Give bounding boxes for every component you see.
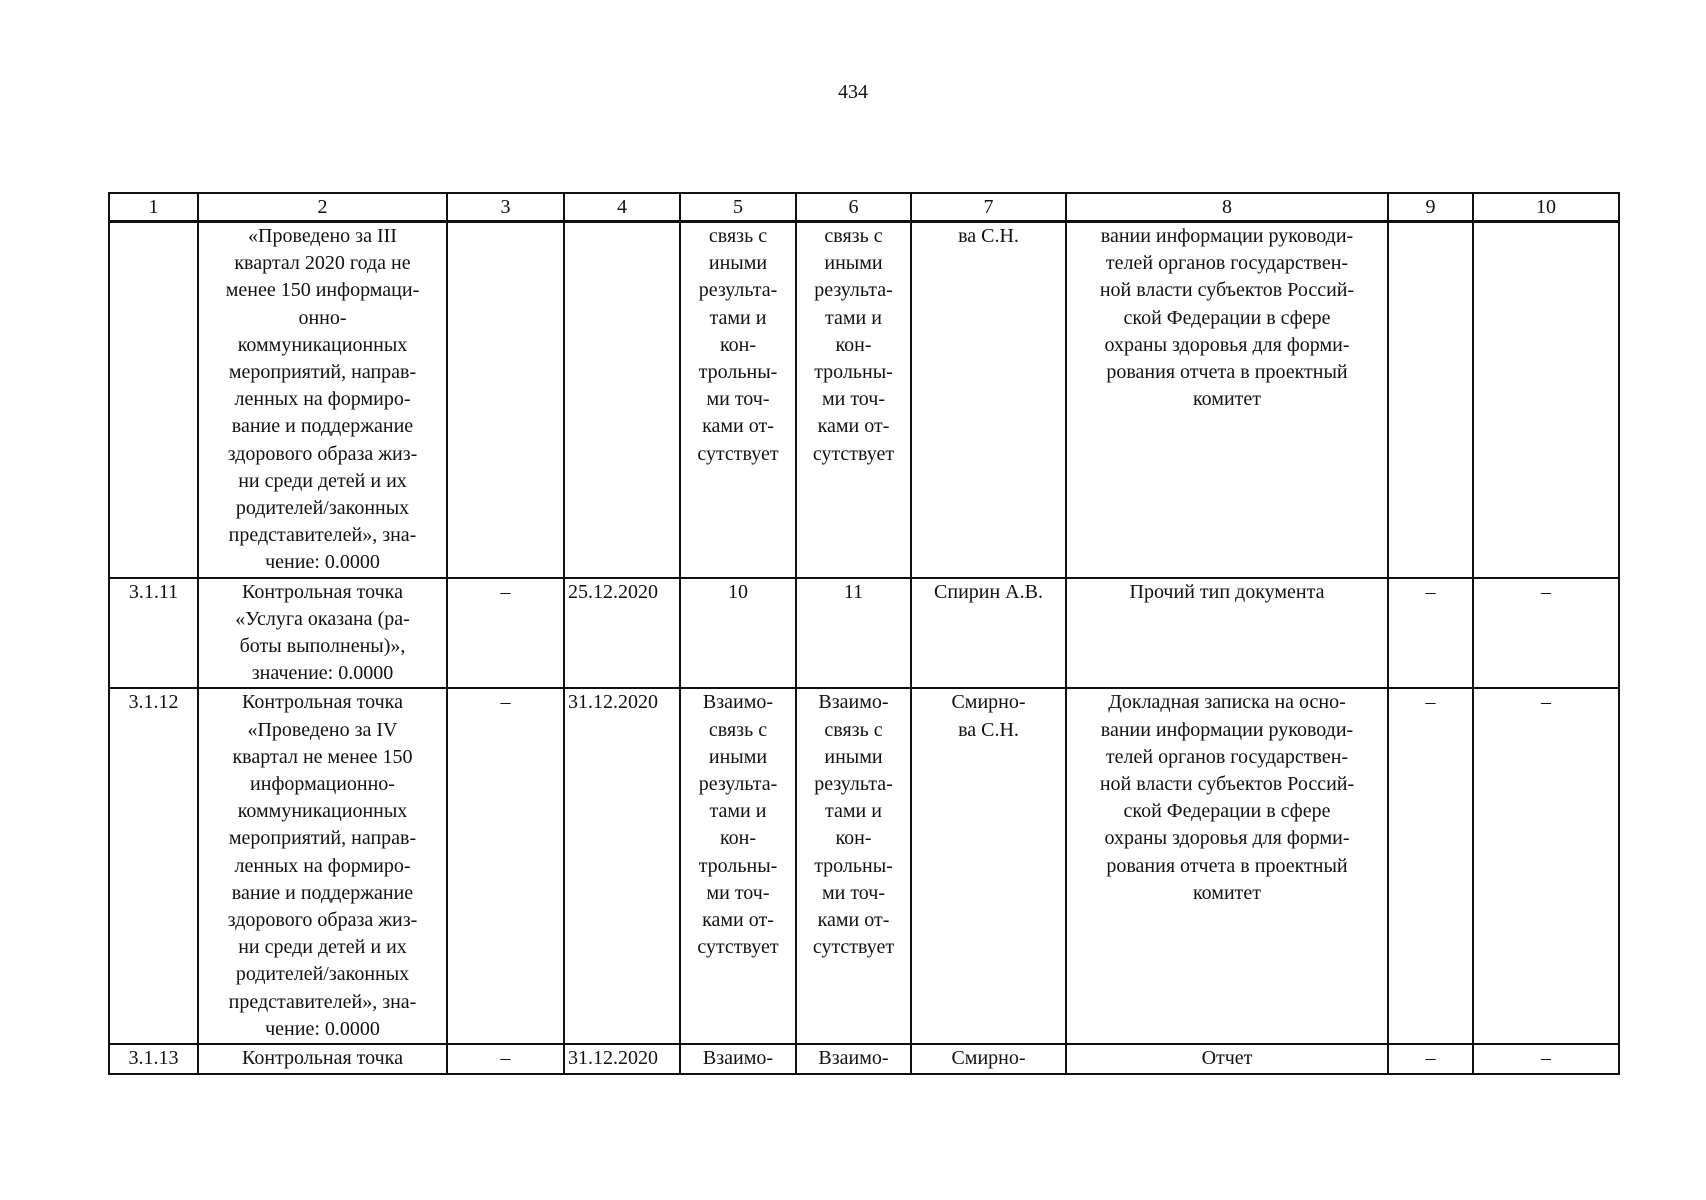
cell-text-line: чение: 0.0000 <box>265 1017 380 1040</box>
cell-text-line: «Проведено за IV <box>247 718 398 741</box>
cell-text-line: результа- <box>814 773 893 796</box>
cell-text-line: связь с <box>824 225 883 247</box>
cell-text: 25.12.2020 <box>568 580 658 603</box>
cell-text-line: рования отчета в проектный <box>1106 361 1348 384</box>
cell-text-line: коммуникационных <box>237 333 408 356</box>
description-cell <box>198 1044 447 1074</box>
cell-text: – <box>500 691 511 714</box>
cell-text-line: ской Федерации в сфере <box>1123 800 1331 823</box>
table-body <box>109 222 1619 1075</box>
document-type-cell <box>1066 688 1388 1044</box>
column-header: 4 <box>564 193 680 222</box>
cell-text-line: здорового образа жиз- <box>227 442 418 465</box>
cell-text: – <box>1541 691 1551 714</box>
cell-text-line: Взаимо- <box>702 691 774 714</box>
cell-text-line: представителей», зна- <box>228 990 417 1013</box>
cell-text: – <box>1425 1047 1436 1070</box>
table-row <box>109 578 1619 689</box>
cell-text-line: ва С.Н. <box>958 225 1019 247</box>
col10-cell <box>1473 222 1619 578</box>
col9-cell <box>1388 688 1473 1044</box>
cell-text-line: здорового образа жиз- <box>227 909 418 932</box>
cell-text-line: результа- <box>814 279 893 302</box>
cell-text-line: связь с <box>708 718 768 741</box>
cell-text-line: Контрольная точка <box>242 580 403 603</box>
column-header: 8 <box>1066 193 1388 222</box>
cell-text-line: тами и <box>709 306 767 329</box>
cell-text-line: «Услуга оказана (ра- <box>235 607 410 630</box>
cell-text-line: ва С.Н. <box>958 718 1019 741</box>
cell-text-line: родителей/законных <box>235 963 410 986</box>
cell-text: – <box>500 1047 511 1070</box>
cell-text-line: менее 150 информаци- <box>225 279 420 302</box>
cell-text-line: вании информации руководи- <box>1100 718 1354 741</box>
col6-cell <box>796 688 911 1044</box>
column-header: 9 <box>1388 193 1473 222</box>
cell-text-line: кон- <box>835 827 872 850</box>
col9-cell <box>1388 222 1473 578</box>
cell-text-line: рования отчета в проектный <box>1106 854 1348 877</box>
cell-text-line: ни среди детей и их <box>238 469 407 492</box>
date-cell <box>564 1044 680 1074</box>
col10-cell <box>1473 578 1619 689</box>
document-type-cell <box>1066 222 1388 578</box>
cell-text-line: ми точ- <box>706 388 770 411</box>
cell-text: – <box>500 580 511 603</box>
cell-text: – <box>1541 1047 1551 1070</box>
cell-text-line: Спирин А.В. <box>934 580 1043 603</box>
cell-text-line: сутствует <box>697 442 779 465</box>
cell-text-line: коммуникационных <box>237 800 408 823</box>
cell-text-line: ками от- <box>702 415 774 438</box>
cell-text: 3.1.12 <box>128 691 179 714</box>
cell-text-line: вание и поддержание <box>231 881 414 904</box>
cell-text-line: Взаимо- <box>702 1047 774 1070</box>
cell-text-line: Смирно- <box>951 1047 1026 1070</box>
row-number-cell <box>109 578 198 689</box>
table-row <box>109 1044 1619 1074</box>
cell-text-line: ми точ- <box>706 881 770 904</box>
cell-text-line: кон- <box>835 333 872 356</box>
row-number-cell <box>109 222 198 578</box>
date-cell <box>564 578 680 689</box>
cell-text-line: онно- <box>298 306 347 329</box>
cell-text-line: ми точ- <box>821 388 886 411</box>
cell-text-line: значение: 0.0000 <box>251 662 394 685</box>
cell-text-line: кон- <box>719 827 757 850</box>
cell-text-line: трольны- <box>698 854 778 877</box>
col5-cell <box>680 222 796 578</box>
column-header: 7 <box>911 193 1066 222</box>
cell-text-line: ленных на формиро- <box>234 388 411 411</box>
responsible-cell <box>911 1044 1066 1074</box>
cell-text-line: вании информации руководи- <box>1100 225 1354 247</box>
cell-text-line: ской Федерации в сфере <box>1123 306 1331 329</box>
cell-text-line: родителей/законных <box>235 497 410 520</box>
date-cell <box>564 222 680 578</box>
col6-cell <box>796 222 911 578</box>
column-header: 3 <box>447 193 564 222</box>
cell-text-line: комитет <box>1192 388 1262 411</box>
document-type-cell <box>1066 578 1388 689</box>
col10-cell <box>1473 1044 1619 1074</box>
column-header: 5 <box>680 193 796 222</box>
page-number: 434 <box>838 81 868 103</box>
table-header-row <box>109 193 1619 222</box>
document-type-cell <box>1066 1044 1388 1074</box>
cell-text-line: трольны- <box>814 361 893 384</box>
cell-text-line: информационно- <box>250 773 395 796</box>
cell-text-line: телей органов государствен- <box>1105 745 1349 768</box>
cell-text-line: квартал не менее 150 <box>232 745 413 768</box>
cell-text-line: тами и <box>709 800 767 823</box>
cell-text-line: ками от- <box>817 909 890 932</box>
row-number-cell <box>109 688 198 1044</box>
column-header: 10 <box>1473 193 1619 222</box>
cell-text-line: ной власти субъектов Россий- <box>1099 773 1355 796</box>
cell-text: – <box>1541 580 1551 603</box>
description-cell <box>198 578 447 689</box>
cell-text-line: тами и <box>825 800 882 823</box>
col9-cell <box>1388 578 1473 689</box>
cell-text-line: Докладная записка на осно- <box>1108 691 1346 714</box>
cell-text-line: трольны- <box>814 854 893 877</box>
date-cell <box>564 688 680 1044</box>
cell-text-line: вание и поддержание <box>231 415 414 438</box>
document-table <box>108 192 1620 1075</box>
cell-text-line: связь с <box>824 718 883 741</box>
cell-text-line: результа- <box>698 773 778 796</box>
cell-text-line: Контрольная точка <box>242 1047 403 1070</box>
cell-text: 31.12.2020 <box>568 1047 658 1070</box>
cell-text-line: 11 <box>843 580 864 603</box>
column-header: 6 <box>796 193 911 222</box>
cell-text-line: мероприятий, направ- <box>228 361 417 384</box>
cell-text-line: Отчет <box>1201 1047 1253 1070</box>
cell-text-line: Взаимо- <box>818 691 889 714</box>
cell-text-line: Смирно- <box>951 691 1026 714</box>
cell-text-line: иными <box>708 745 768 768</box>
table-row <box>109 688 1619 1044</box>
column-header: 2 <box>198 193 447 222</box>
cell-text-line: ни среди детей и их <box>238 936 407 959</box>
row-number-cell <box>109 1044 198 1074</box>
cell-text-line: сутствует <box>697 936 779 959</box>
col5-cell <box>680 578 796 689</box>
cell-text-line: результа- <box>698 279 778 302</box>
cell-text-line: ками от- <box>702 909 774 932</box>
cell-text-line: 10 <box>728 580 748 603</box>
cell-text-line: охраны здоровья для форми- <box>1104 333 1350 356</box>
cell-text-line: Контрольная точка <box>242 691 403 714</box>
cell-text: 31.12.2020 <box>568 691 658 714</box>
cell-text-line: трольны- <box>698 361 778 384</box>
responsible-cell <box>911 578 1066 689</box>
responsible-cell <box>911 688 1066 1044</box>
cell-text-line: боты выполнены)», <box>239 635 406 658</box>
cell-text: 3.1.11 <box>128 580 179 603</box>
cell-text-line: иными <box>824 745 883 768</box>
table-row <box>109 222 1619 578</box>
cell-text-line: Прочий тип документа <box>1129 580 1325 603</box>
cell-text: – <box>1425 580 1436 603</box>
column-header: 1 <box>109 193 198 222</box>
cell-text-line: кон- <box>719 333 757 356</box>
cell-text-line: чение: 0.0000 <box>265 551 380 574</box>
cell-text-line: «Проведено за III <box>248 225 397 247</box>
col5-cell <box>680 688 796 1044</box>
cell-text-line: охраны здоровья для форми- <box>1104 827 1350 850</box>
cell-text-line: сутствует <box>812 936 895 959</box>
col6-cell <box>796 578 911 689</box>
col3-cell <box>447 222 564 578</box>
col5-cell <box>680 1044 796 1074</box>
cell-text-line: ками от- <box>817 415 890 438</box>
col3-cell <box>447 578 564 689</box>
col3-cell <box>447 688 564 1044</box>
cell-text-line: иными <box>824 252 883 275</box>
cell-text-line: ной власти субъектов Россий- <box>1099 279 1355 302</box>
responsible-cell <box>911 222 1066 578</box>
cell-text-line: тами и <box>825 306 882 329</box>
cell-text-line: связь с <box>708 225 768 247</box>
col3-cell <box>447 1044 564 1074</box>
cell-text-line: телей органов государствен- <box>1105 252 1349 275</box>
col9-cell <box>1388 1044 1473 1074</box>
description-cell <box>198 688 447 1044</box>
cell-text-line: иными <box>708 252 768 275</box>
cell-text-line: ленных на формиро- <box>234 854 411 877</box>
cell-text-line: сутствует <box>812 442 895 465</box>
cell-text-line: комитет <box>1192 881 1262 904</box>
cell-text: – <box>1425 691 1436 714</box>
description-cell <box>198 222 447 578</box>
cell-text-line: ми точ- <box>821 881 886 904</box>
cell-text: 3.1.13 <box>128 1047 179 1070</box>
col6-cell <box>796 1044 911 1074</box>
cell-text-line: квартал 2020 года не <box>234 252 411 275</box>
col10-cell <box>1473 688 1619 1044</box>
cell-text-line: мероприятий, направ- <box>228 827 417 850</box>
cell-text-line: представителей», зна- <box>228 524 417 547</box>
cell-text-line: Взаимо- <box>818 1047 889 1070</box>
